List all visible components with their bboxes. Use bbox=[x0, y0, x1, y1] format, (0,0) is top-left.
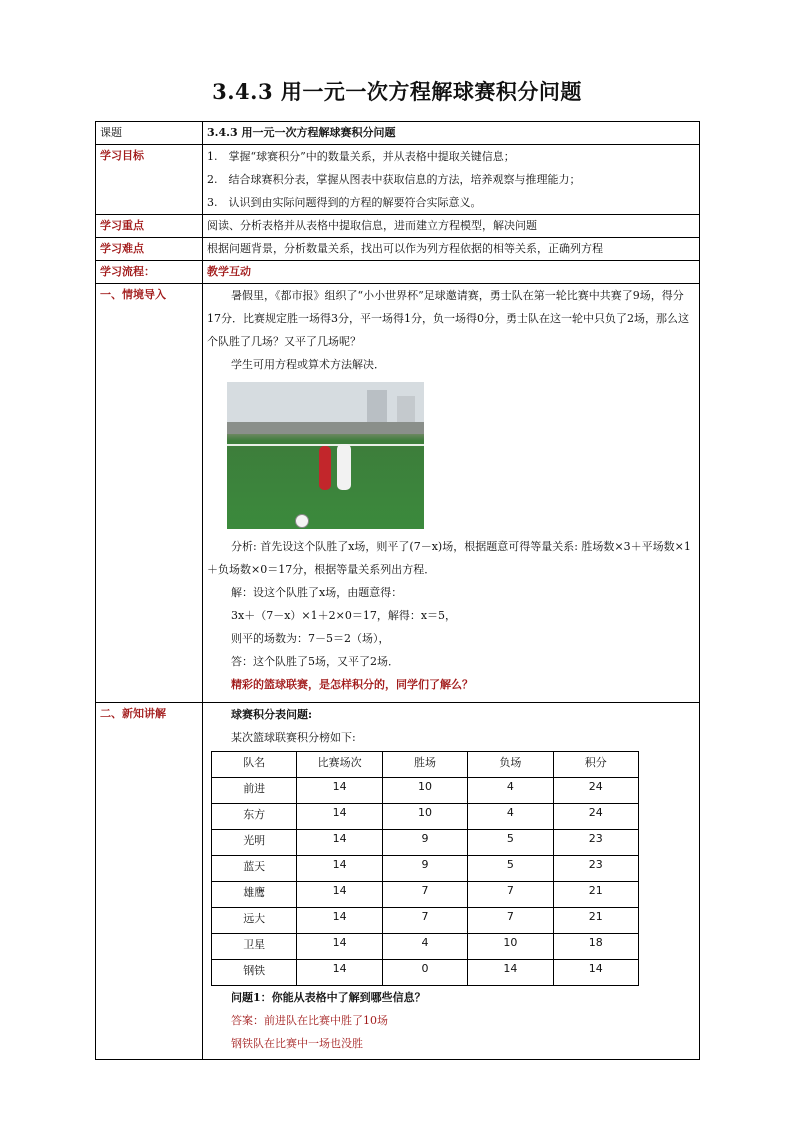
col-header: 积分 bbox=[553, 752, 638, 778]
process-value: 教学互动 bbox=[203, 261, 700, 284]
table-cell: 7 bbox=[468, 882, 553, 908]
table-row bbox=[212, 934, 639, 960]
table-cell: 蓝天 bbox=[212, 856, 297, 882]
difficulty-label: 学习难点 bbox=[96, 238, 203, 261]
table-cell: 14 bbox=[297, 804, 382, 830]
table-cell: 钢铁 bbox=[212, 960, 297, 986]
table-cell: 18 bbox=[553, 934, 638, 960]
table-cell: 7 bbox=[382, 908, 467, 934]
row-difficulty bbox=[96, 238, 700, 261]
answer-1: 答案：前进队在比赛中胜了10场 bbox=[231, 1014, 388, 1027]
process-label: 学习流程： bbox=[96, 261, 203, 284]
page-title: 3.4.3 用一元一次方程解球赛积分问题 bbox=[212, 79, 582, 104]
table-cell: 24 bbox=[553, 804, 638, 830]
newknow-label: 二、新知讲解 bbox=[96, 703, 203, 1060]
table-cell: 5 bbox=[468, 856, 553, 882]
row-newknow bbox=[96, 703, 700, 1060]
table-cell: 14 bbox=[297, 882, 382, 908]
table-cell: 14 bbox=[297, 934, 382, 960]
solution-line: 则平的场数为：7－5＝2（场）， bbox=[231, 632, 390, 645]
table-cell: 4 bbox=[468, 778, 553, 804]
table-cell: 14 bbox=[297, 908, 382, 934]
table-row bbox=[212, 908, 639, 934]
table-cell: 14 bbox=[553, 960, 638, 986]
analysis-text: 分析: 首先设这个队胜了x场，则平了(7－x)场，根据题意可得等量关系: 胜场数×3＋平场数×1＋负场数×0＝17分，根据等量关系列出方程． bbox=[207, 540, 691, 576]
key-value: 阅读、分析表格并从表格中提取信息，进而建立方程模型，解决问题 bbox=[203, 215, 700, 238]
goal-item: 3. 认识到由实际问题得到的方程的解要符合实际意义。 bbox=[207, 196, 482, 209]
table-cell: 4 bbox=[382, 934, 467, 960]
table-cell: 东方 bbox=[212, 804, 297, 830]
table-cell: 光明 bbox=[212, 830, 297, 856]
topic-value: 3.4.3 用一元一次方程解球赛积分问题 bbox=[203, 122, 700, 145]
col-header: 负场 bbox=[468, 752, 553, 778]
table-row bbox=[212, 856, 639, 882]
table-cell: 14 bbox=[297, 830, 382, 856]
table-cell: 23 bbox=[553, 830, 638, 856]
table-cell: 5 bbox=[468, 830, 553, 856]
question-1: 问题1：你能从表格中了解到哪些信息？ bbox=[231, 991, 426, 1004]
intro-paragraph: 暑假里，《都市报》组织了“小小世界杯”足球邀请赛，勇士队在第一轮比赛中共赛了9场，得分17分．比赛规定胜一场得3分，平一场得1分，负一场得0分，勇士队在这一轮中只负了2场，那么这个队胜了几场？又平了几场呢？ bbox=[207, 289, 689, 348]
standings-table bbox=[211, 751, 639, 986]
goals-label: 学习目标 bbox=[96, 145, 203, 215]
row-intro bbox=[96, 284, 700, 703]
row-topic bbox=[96, 122, 700, 145]
row-key bbox=[96, 215, 700, 238]
table-cell: 9 bbox=[382, 856, 467, 882]
table-cell: 前进 bbox=[212, 778, 297, 804]
table-row bbox=[212, 778, 639, 804]
table-cell: 14 bbox=[297, 856, 382, 882]
standings-heading: 球赛积分表问题: bbox=[231, 708, 313, 721]
table-cell: 10 bbox=[382, 804, 467, 830]
table-cell: 14 bbox=[297, 960, 382, 986]
col-header: 胜场 bbox=[382, 752, 467, 778]
table-cell: 24 bbox=[553, 778, 638, 804]
table-row bbox=[212, 804, 639, 830]
table-cell: 23 bbox=[553, 856, 638, 882]
table-cell: 21 bbox=[553, 908, 638, 934]
answer-line: 答：这个队胜了5场，又平了2场． bbox=[231, 655, 399, 668]
solution-line: 解：设这个队胜了x场，由题意得： bbox=[231, 586, 403, 599]
soccer-match-photo bbox=[227, 382, 424, 529]
table-cell: 14 bbox=[468, 960, 553, 986]
col-header: 比赛场次 bbox=[297, 752, 382, 778]
transition-question: 精彩的篮球联赛，是怎样积分的，同学们了解么？ bbox=[231, 678, 473, 691]
table-cell: 9 bbox=[382, 830, 467, 856]
table-cell: 远大 bbox=[212, 908, 297, 934]
intro-label: 一、情境导入 bbox=[96, 284, 203, 703]
table-row bbox=[212, 882, 639, 908]
table-cell: 7 bbox=[468, 908, 553, 934]
answer-2: 钢铁队在比赛中一场也没胜 bbox=[231, 1037, 363, 1050]
goal-item: 2. 结合球赛积分表，掌握从图表中获取信息的方法，培养观察与推理能力； bbox=[207, 173, 581, 186]
col-header: 队名 bbox=[212, 752, 297, 778]
lesson-plan-table bbox=[95, 121, 700, 1060]
standings-header-row bbox=[212, 752, 639, 778]
table-cell: 21 bbox=[553, 882, 638, 908]
table-cell: 14 bbox=[297, 778, 382, 804]
key-label: 学习重点 bbox=[96, 215, 203, 238]
standings-description: 某次篮球联赛积分榜如下: bbox=[231, 731, 356, 744]
topic-label: 课题 bbox=[96, 122, 203, 145]
row-goals bbox=[96, 145, 700, 215]
difficulty-value: 根据问题背景，分析数量关系，找出可以作为列方程依据的相等关系，正确列方程 bbox=[203, 238, 700, 261]
table-cell: 4 bbox=[468, 804, 553, 830]
table-cell: 10 bbox=[468, 934, 553, 960]
table-row bbox=[212, 830, 639, 856]
solution-line: 3x＋（7－x）×1＋2×0＝17，解得：x＝5， bbox=[231, 609, 457, 622]
table-cell: 卫星 bbox=[212, 934, 297, 960]
goal-item: 1. 掌握“球赛积分”中的数量关系，并从表格中提取关键信息； bbox=[207, 150, 515, 163]
table-row bbox=[212, 960, 639, 986]
intro-method: 学生可用方程或算术方法解决． bbox=[231, 358, 385, 371]
row-process bbox=[96, 261, 700, 284]
table-cell: 7 bbox=[382, 882, 467, 908]
table-cell: 0 bbox=[382, 960, 467, 986]
table-cell: 雄鹰 bbox=[212, 882, 297, 908]
table-cell: 10 bbox=[382, 778, 467, 804]
